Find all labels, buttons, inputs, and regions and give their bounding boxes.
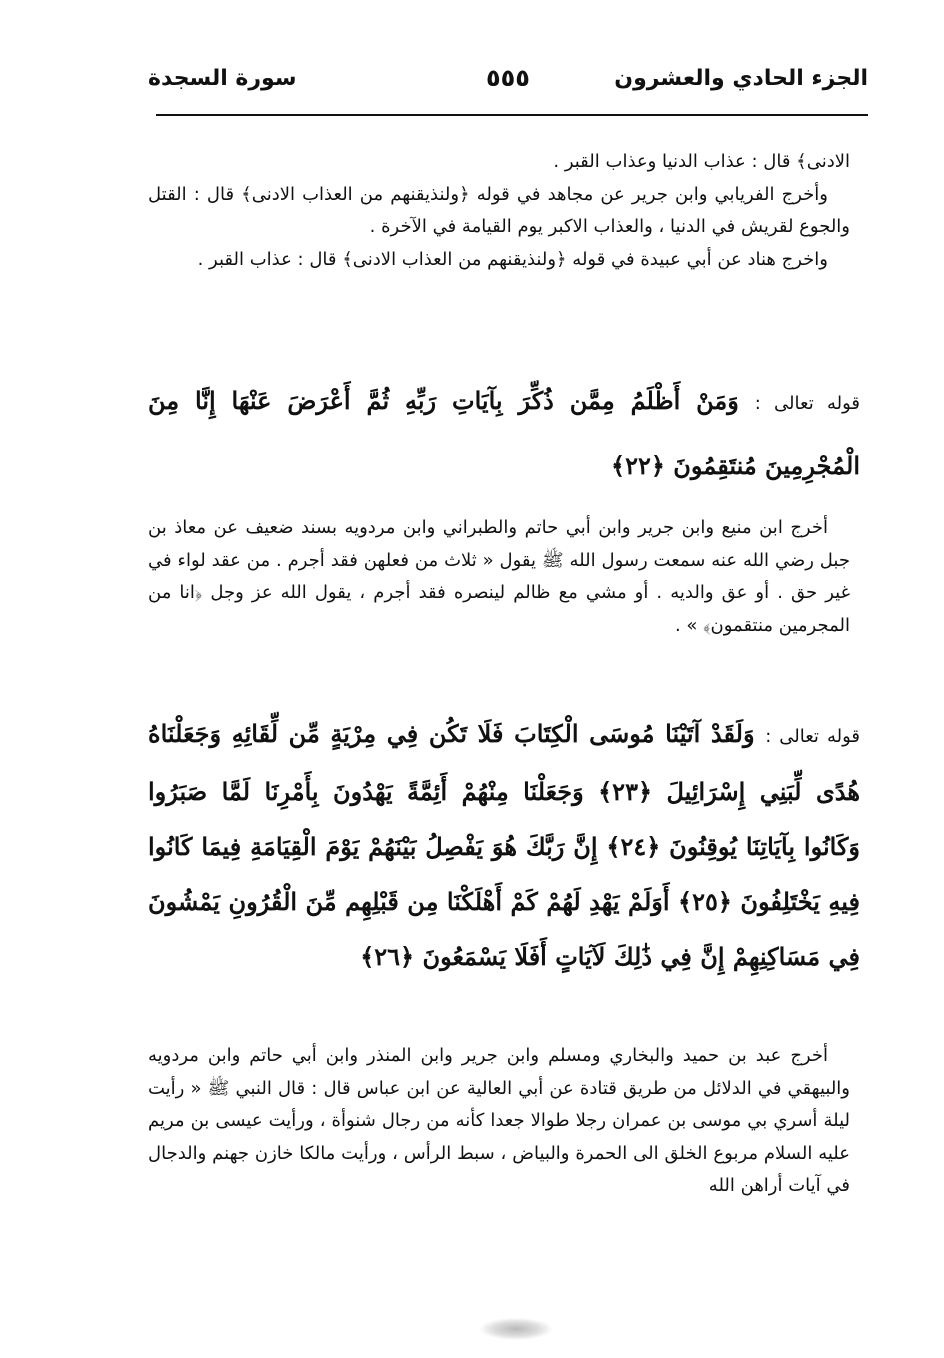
quran-verse-22 (148, 370, 860, 497)
paragraph: الادنى﴾ قال : عذاب الدنيا وعذاب القبر . (553, 151, 850, 172)
commentary-block-3 (148, 1040, 850, 1203)
commentary-block-2 (148, 512, 850, 642)
commentary-block-1 (148, 146, 850, 276)
paragraph: أخرج عبد بن حميد والبخاري ومسلم وابن جرير وابن المنذر وابن أبي حاتم وابن مردويه والبيهقي في الدلائل من طريق قتادة عن أبي العالية عن ابن عباس قال : قال النبي ﷺ « رأيت ليلة أسري بي موسى بن عمران رجلا طوالا جعدا كأنه من رجال شنوأة ، ورأيت عيسى بن مريم عليه السلام مربوع الخلق الى الحمرة والبياض ، سبط الرأس ، ورأيت مالكا خازن جهنم والدجال في آيات أراهن الله (148, 1045, 850, 1196)
page-number: ٥٥٥ (486, 64, 530, 92)
running-header (148, 62, 868, 106)
surah-title: سورة السجدة (148, 66, 297, 91)
verse-lead-label: قوله تعالى : (754, 393, 861, 414)
paragraph: أخرج ابن منيع وابن جرير وابن أبي حاتم والطبراني وابن مردويه بسند ضعيف عن معاذ بن جبل رضي الله عنه سمعت رسول الله ﷺ يقول « ثلاث من فعلهن فقد أجرم . من عقد لواء في غير حق . أو عق والديه . أو مشي مع ظالم لينصره فقد أجرم ، يقول الله عز وجل ﴿انا من المجرمين منتقمون﴾ » . (148, 517, 850, 636)
paragraph: وأخرج الفريابي وابن جرير عن مجاهد في قوله ﴿ولنذيقنهم من العذاب الادنى﴾ قال : القتل والجوع لقريش في الدنيا ، والعذاب الاكبر يوم القيامة في الآخرة . (148, 183, 850, 237)
header-rule (156, 114, 868, 116)
paragraph: واخرج هناد عن أبي عبيدة في قوله ﴿ولنذيقنهم من العذاب الادنى﴾ قال : عذاب القبر . (197, 248, 828, 270)
quran-verses-23-26 (148, 706, 860, 984)
verse-text: وَلَقَدْ آتَيْنَا مُوسَى الْكِتَابَ فَلَا تَكُن فِي مِرْيَةٍ مِّن لِّقَائِهِ وَجَعَلْنَاهُ هُدًى لِّبَنِي إِسْرَائِيلَ ﴿٢٣﴾ وَجَعَلْنَا مِنْهُمْ أَئِمَّةً يَهْدُونَ بِأَمْرِنَا لَمَّا صَبَرُوا وَكَانُوا بِآيَاتِنَا يُوقِنُونَ ﴿٢٤﴾ إِنَّ رَبَّكَ هُوَ يَفْصِلُ بَيْنَهُمْ يَوْمَ الْقِيَامَةِ فِيمَا كَانُوا فِيهِ يَخْتَلِفُونَ ﴿٢٥﴾ أَوَلَمْ يَهْدِ لَهُمْ كَمْ أَهْلَكْنَا مِن قَبْلِهِم مِّنَ الْقُرُونِ يَمْشُونَ فِي مَسَاكِنِهِمْ إِنَّ فِي ذَٰلِكَ لَآيَاتٍ أَفَلَا يَسْمَعُونَ ﴿٢٦﴾ (148, 719, 860, 971)
juz-title: الجزء الحادي والعشرون (614, 66, 868, 91)
verse-text: وَمَنْ أَظْلَمُ مِمَّن ذُكِّرَ بِآيَاتِ رَبِّهِ ثُمَّ أَعْرَضَ عَنْهَا إِنَّا مِنَ الْمُجْرِمِينَ مُنتَقِمُونَ ﴿٢٢﴾ (148, 386, 860, 480)
scan-smudge (480, 1318, 552, 1340)
verse-lead-label: قوله تعالى : (765, 726, 860, 747)
